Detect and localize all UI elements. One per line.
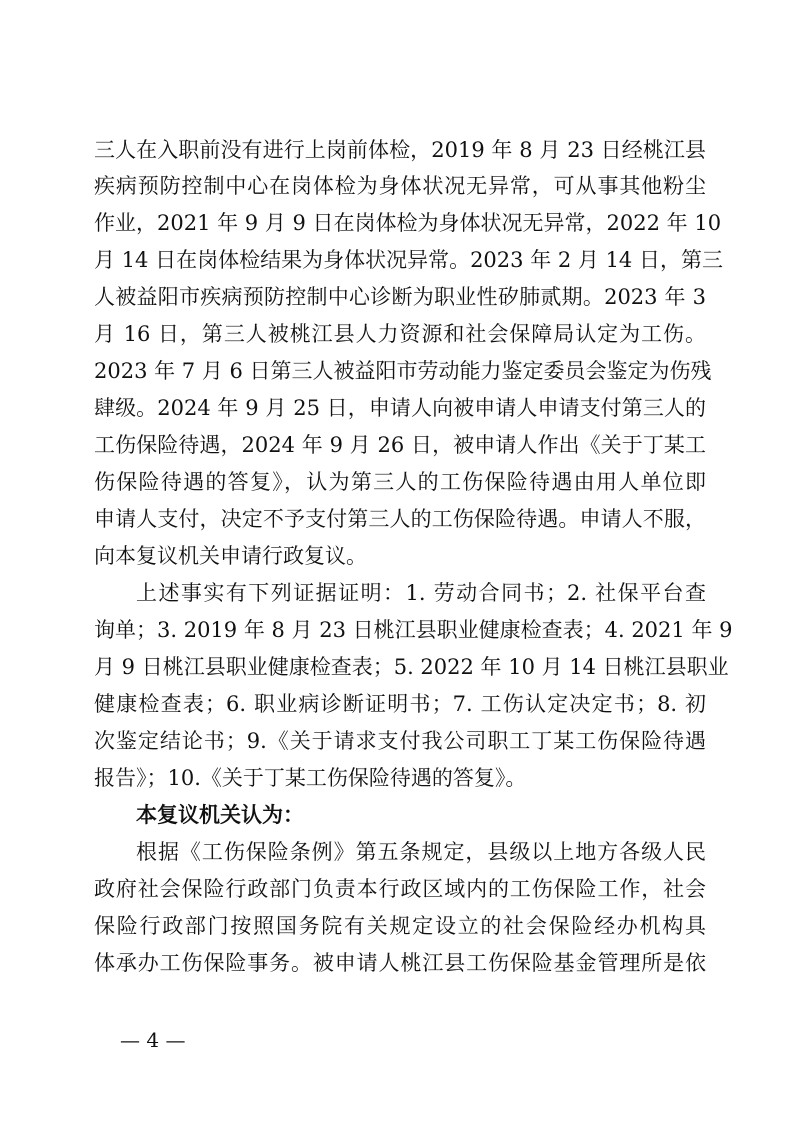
body-text-line: 报告》；10.《关于丁某工伤保险待遇的答复》。 [94,766,527,790]
body-text-line: 次鉴定结论书；9.《关于请求支付我公司职工丁某工伤保险待遇 [94,729,706,753]
body-text-line: 体承办工伤保险事务。被申请人桃江县工伤保险基金管理所是依 [94,951,706,975]
body-text-line: 根据《工伤保险条例》第五条规定，县级以上地方各级人民 [136,840,706,864]
body-text-line: 上述事实有下列证据证明：1. 劳动合同书；2. 社保平台查 [136,581,706,605]
body-text-line: 肆级。2024 年 9 月 25 日，申请人向被申请人申请支付第三人的 [94,396,706,420]
body-text-line: 工伤保险待遇，2024 年 9 月 26 日，被申请人作出《关于丁某工 [94,433,706,457]
body-text-line: 健康检查表；6. 职业病诊断证明书；7. 工伤认定决定书；8. 初 [94,692,706,716]
body-text-line: 月 14 日在岗体检结果为身体状况异常。2023 年 2 月 14 日，第三 [94,248,723,272]
body-text-line: 2023 年 7 月 6 日第三人被益阳市劳动能力鉴定委员会鉴定为伤残 [94,359,712,383]
body-text-line: 向本复议机关申请行政复议。 [94,544,367,568]
body-text-line: 保险行政部门按照国务院有关规定设立的社会保险经办机构具 [94,914,706,938]
section-heading: 本复议机关认为： [136,803,304,827]
body-text-line: 询单；3. 2019 年 8 月 23 日桃江县职业健康检查表；4. 2021 年 9 [94,618,733,642]
body-text-line: 人被益阳市疾病预防控制中心诊断为职业性矽肺贰期。2023 年 3 [94,285,706,309]
body-text-line: 作业，2021 年 9 月 9 日在岗体检为身体状况无异常，2022 年 10 [94,211,722,235]
body-text-line: 申请人支付，决定不予支付第三人的工伤保险待遇。申请人不服， [94,507,706,531]
body-text-line: 疾病预防控制中心在岗体检为身体状况无异常，可从事其他粉尘 [94,174,706,198]
body-text-line: 月 9 日桃江县职业健康检查表；5. 2022 年 10 月 14 日桃江县职业 [94,655,729,679]
body-text-line: 三人在入职前没有进行上岗前体检，2019 年 8 月 23 日经桃江县 [94,138,706,162]
page-number: — 4 — [120,1028,186,1052]
body-text-line: 政府社会保险行政部门负责本行政区域内的工伤保险工作，社会 [94,877,706,901]
body-text-line: 月 16 日，第三人被桃江县人力资源和社会保障局认定为工伤。 [94,322,706,346]
body-text-line: 伤保险待遇的答复》，认为第三人的工伤保险待遇由用人单位即 [94,470,706,494]
